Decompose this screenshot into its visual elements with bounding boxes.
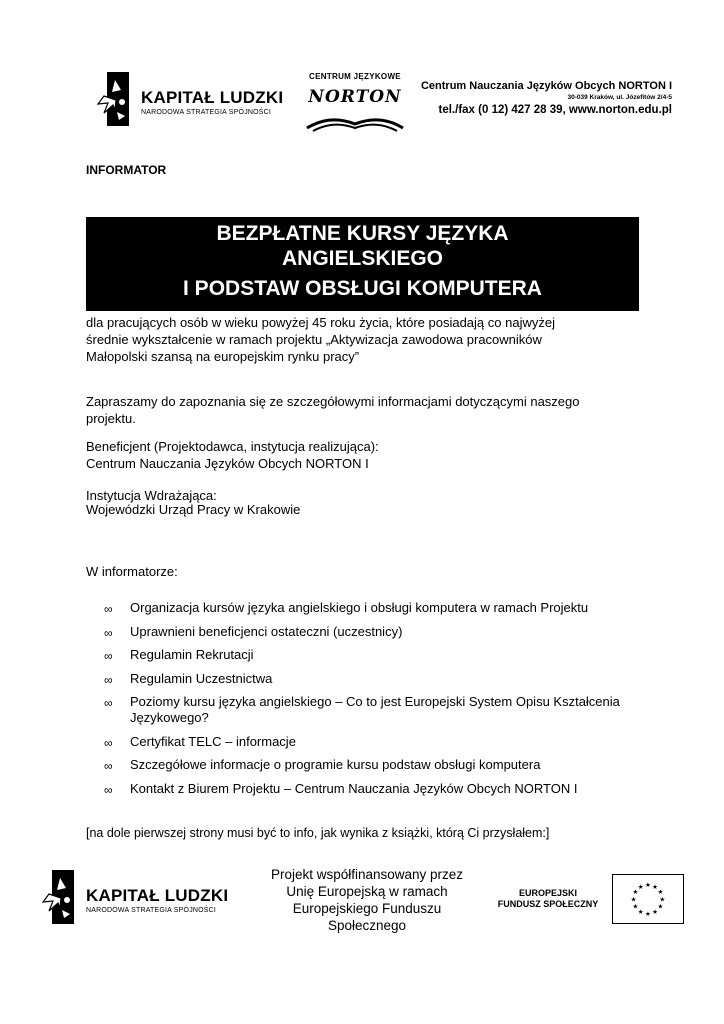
eu-star-icon: ★	[632, 889, 639, 897]
list-item-text: Poziomy kursu języka angielskiego – Co to jest Europejski System Opisu Kształcenia Językowego?	[130, 694, 620, 725]
list-item	[104, 647, 664, 663]
document-label: INFORMATOR	[86, 163, 167, 177]
list-item-text: Certyfikat TELC – informacje	[130, 733, 296, 749]
eu-star-icon: ★	[652, 883, 659, 891]
subtitle-line: Małopolski szansą na europejskim rynku pracy”	[86, 349, 360, 364]
title-box	[86, 217, 639, 311]
list-item	[104, 694, 664, 726]
efs-line: FUNDUSZ SPOŁECZNY	[497, 899, 599, 909]
eu-star-icon: ★	[652, 908, 659, 916]
subtitle-line: dla pracujących osób w wieku powyżej 45 roku życia, które posiadają co najwyżej	[86, 315, 555, 330]
kapital-ludzki-logo	[95, 70, 285, 130]
list-item-text: Szczegółowe informacje o programie kursu podstaw obsługi komputera	[130, 757, 541, 772]
cofinance-line: Unię Europejską w ramach	[286, 884, 448, 899]
editor-note: [na dole pierwszej strony musi być to info, jak wynika z książki, którą Ci przysłałem:]	[86, 826, 550, 840]
infinity-bullet-icon: ∞	[104, 759, 113, 773]
list-item-text: Organizacja kursów języka angielskiego i obsługi komputera w ramach Projektu	[130, 600, 589, 615]
eu-star-icon: ★	[637, 908, 644, 916]
title-line: BEZPŁATNE KURSY JĘZYKA	[216, 222, 509, 245]
infinity-bullet-icon: ∞	[104, 649, 113, 663]
list-item-text: Kontakt z Biurem Projektu – Centrum Nauczania Języków Obcych NORTON I	[130, 780, 578, 796]
institution-value: Wojewódzki Urząd Pracy w Krakowie	[86, 502, 301, 517]
subtitle-line: średnie wykształcenie w ramach projektu „Aktywizacja zawodowa pracowników	[86, 332, 542, 347]
kapital-ludzki-subtitle: NARODOWA STRATEGIA SPÓJNOŚCI	[141, 109, 272, 116]
list-item	[104, 671, 664, 687]
contact-tel: tel./fax (0 12) 427 28 39, www.norton.edu.pl	[438, 104, 672, 116]
cofinance-line: Europejskiego Funduszu	[292, 901, 442, 916]
norton-logo-name: NORTON	[308, 87, 402, 107]
infinity-bullet-icon: ∞	[104, 625, 113, 640]
infinity-bullet-icon: ∞	[104, 672, 113, 687]
list-item	[104, 734, 664, 750]
infinity-bullet-icon: ∞	[104, 602, 113, 616]
eu-star-icon: ★	[659, 896, 666, 904]
cofinance-line: Projekt współfinansowany przez	[270, 867, 464, 882]
beneficiary-value: Centrum Nauczania Języków Obcych NORTON I	[86, 456, 369, 471]
list-item	[104, 600, 664, 616]
intro-line: projektu.	[86, 411, 136, 426]
eu-star-icon: ★	[630, 896, 637, 904]
eu-star-icon: ★	[644, 882, 652, 889]
infinity-bullet-icon: ∞	[104, 782, 113, 797]
list-item	[104, 624, 664, 640]
list-item-text: Regulamin Rekrutacji	[130, 647, 254, 662]
intro-line: Zapraszamy do zapoznania się ze szczegółowymi informacjami dotyczącymi naszego	[86, 394, 580, 409]
title-line: I PODSTAW OBSŁUGI KOMPUTERA	[183, 277, 542, 300]
beneficiary-label: Beneficjent (Projektodawca, instytucja realizująca):	[86, 439, 379, 454]
title-line: ANGIELSKIEGO	[281, 247, 444, 270]
list-item-text: Regulamin Uczestnictwa	[130, 670, 273, 686]
eu-flag-icon	[612, 874, 684, 924]
eu-star-icon: ★	[632, 903, 639, 911]
kapital-ludzki-title: KAPITAŁ LUDZKI	[141, 88, 284, 107]
intro-paragraph	[86, 393, 646, 427]
kapital-ludzki-emblem-icon	[95, 70, 131, 128]
infinity-bullet-icon: ∞	[104, 696, 113, 710]
kapital-ludzki-subtitle: NARODOWA STRATEGIA SPÓJNOŚCI	[86, 907, 217, 914]
eu-star-icon: ★	[657, 889, 664, 897]
kapital-ludzki-emblem-icon	[40, 868, 76, 926]
eu-star-icon: ★	[657, 903, 664, 911]
list-item-text: Uprawnieni beneficjenci ostateczni (uczestnicy)	[130, 623, 403, 639]
footer-kapital-ludzki-logo	[40, 868, 230, 928]
contact-address: 30-039 Kraków, ul. Józefitów 2/4-5	[567, 94, 672, 101]
kapital-ludzki-title: KAPITAŁ LUDZKI	[86, 886, 229, 905]
norton-logo-top: CENTRUM JĘZYKOWE	[309, 72, 401, 81]
open-book-icon	[305, 110, 405, 132]
toc-list	[104, 600, 664, 804]
toc-heading: W informatorze:	[86, 564, 178, 579]
efs-line: EUROPEJSKI	[518, 888, 578, 898]
eu-star-icon: ★	[637, 883, 644, 891]
contact-name: Centrum Nauczania Języków Obcych NORTON I	[420, 80, 672, 92]
norton-logo	[303, 72, 407, 132]
efs-logo-text	[492, 888, 604, 910]
eu-star-icon: ★	[644, 910, 652, 918]
infinity-bullet-icon: ∞	[104, 735, 113, 750]
list-item	[104, 757, 664, 773]
institution-label: Instytucja Wdrażająca:	[86, 488, 217, 503]
cofinance-statement	[254, 866, 480, 934]
cofinance-line: Społecznego	[327, 918, 407, 933]
contact-block	[421, 80, 672, 116]
project-subtitle	[86, 314, 646, 365]
list-item	[104, 781, 664, 797]
